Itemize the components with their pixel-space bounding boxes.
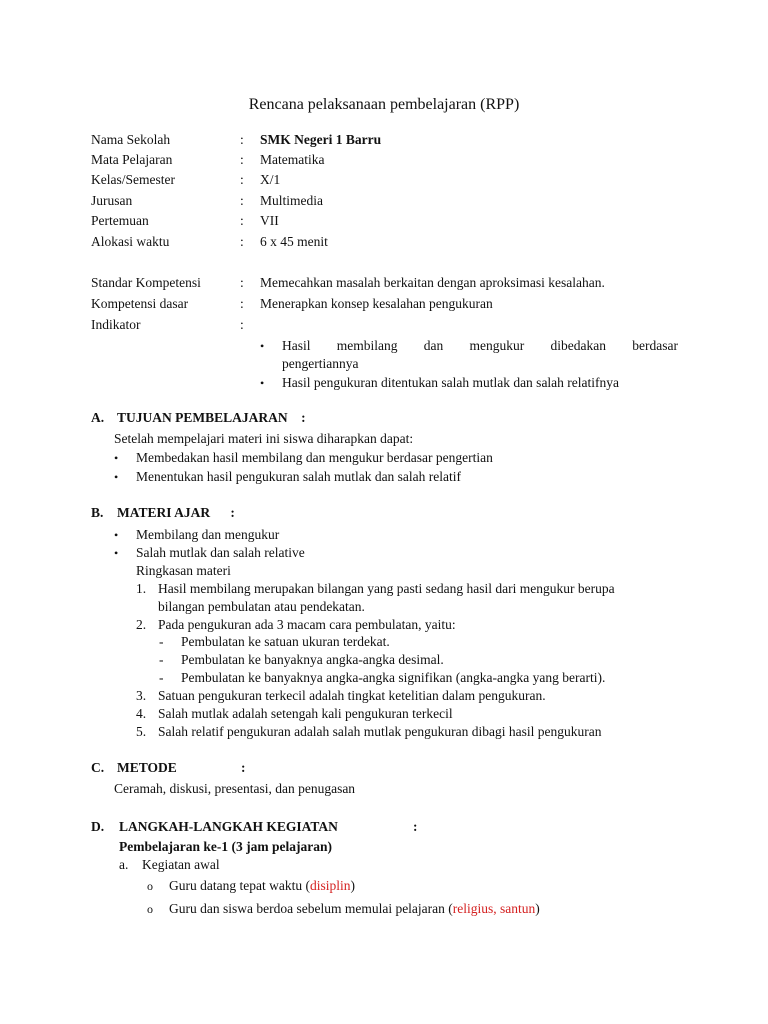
bullet-icon: • xyxy=(114,546,119,560)
value-nama-sekolah: SMK Negeri 1 Barru xyxy=(260,132,382,147)
activity-item: Guru dan siswa berdoa sebelum memulai pelajaran (religius, santun) xyxy=(169,901,540,916)
circle-bullet-icon: o xyxy=(147,879,153,893)
summary-point: Pada pengukuran ada 3 macam cara pembulatan, yaitu: xyxy=(158,617,456,632)
activity-item: Guru datang tepat waktu (disiplin) xyxy=(169,878,355,893)
dash-icon: - xyxy=(159,634,164,649)
summary-point: Salah relatif pengukuran adalah salah mutlak pengukuran dibagi hasil pengukuran xyxy=(158,724,602,739)
section-heading-colon: : xyxy=(241,760,246,775)
label-kompetensi-dasar: Kompetensi dasar xyxy=(91,296,189,311)
sub-point: Pembulatan ke satuan ukuran terdekat. xyxy=(181,634,390,649)
summary-point: Satuan pengukuran terkecil adalah tingkat ketelitian dalam pengukuran. xyxy=(158,688,546,703)
bullet-icon: • xyxy=(260,339,265,353)
character-value: disiplin xyxy=(309,878,351,893)
colon: : xyxy=(240,213,244,228)
bullet-icon: • xyxy=(114,528,119,542)
character-value: religius, santun xyxy=(452,901,536,916)
section-letter: C. xyxy=(91,760,105,775)
summary-point: Hasil membilang merupakan bilangan yang pasti sedang hasil dari mengukur berupa xyxy=(158,581,615,596)
colon: : xyxy=(240,152,244,167)
circle-bullet-icon: o xyxy=(147,902,153,916)
section-intro: Setelah mempelajari materi ini siswa diharapkan dapat: xyxy=(114,431,414,446)
section-heading: MATERI AJAR : xyxy=(117,505,235,520)
subheading: Pembelajaran ke-1 (3 jam pelajaran) xyxy=(119,839,332,854)
list-number: 4. xyxy=(136,706,147,721)
summary-title: Ringkasan materi xyxy=(136,563,231,578)
indikator-item: Hasil pengukuran ditentukan salah mutlak dan salah relatifnya xyxy=(282,375,620,390)
list-item: Membedakan hasil membilang dan mengukur berdasar pengertian xyxy=(136,450,493,465)
list-number: 3. xyxy=(136,688,147,703)
value-standar-kompetensi: Memecahkan masalah berkaitan dengan aproksimasi kesalahan. xyxy=(260,275,605,290)
value-mata-pelajaran: Matematika xyxy=(260,152,325,167)
section-letter: B. xyxy=(91,505,104,520)
bullet-icon: • xyxy=(114,451,119,465)
list-letter: a. xyxy=(119,857,129,872)
section-heading: LANGKAH-LANGKAH KEGIATAN xyxy=(119,819,338,834)
page-title: Rencana pelaksanaan pembelajaran (RPP) xyxy=(248,96,520,113)
bullet-icon: • xyxy=(114,470,119,484)
summary-point: Salah mutlak adalah setengah kali pengukuran terkecil xyxy=(158,706,453,721)
section-letter: D. xyxy=(91,819,105,834)
list-number: 1. xyxy=(136,581,147,596)
label-indikator: Indikator xyxy=(91,317,141,332)
summary-point-continuation: bilangan pembulatan atau pendekatan. xyxy=(158,599,365,614)
list-item: Salah mutlak dan salah relative xyxy=(136,545,305,560)
label-kelas-semester: Kelas/Semester xyxy=(91,172,175,187)
list-number: 2. xyxy=(136,617,147,632)
section-text: Ceramah, diskusi, presentasi, dan penugasan xyxy=(114,781,356,796)
indikator-item-continuation: pengertiannya xyxy=(282,356,359,371)
dash-icon: - xyxy=(159,652,164,667)
label-alokasi-waktu: Alokasi waktu xyxy=(91,234,170,249)
value-kompetensi-dasar: Menerapkan konsep kesalahan pengukuran xyxy=(260,296,493,311)
sub-point: Pembulatan ke banyaknya angka-angka desimal. xyxy=(181,652,444,667)
list-item: Membilang dan mengukur xyxy=(136,527,280,542)
list-item: Menentukan hasil pengukuran salah mutlak dan salah relatif xyxy=(136,469,462,484)
indikator-item: Hasil membilang dan mengukur dibedakan berdasar xyxy=(282,338,678,353)
section-heading-colon: : xyxy=(413,819,418,834)
value-pertemuan: VII xyxy=(260,213,279,228)
section-heading: METODE xyxy=(117,760,177,775)
value-kelas-semester: X/1 xyxy=(260,172,281,187)
section-letter: A. xyxy=(91,410,105,425)
colon: : xyxy=(240,296,244,311)
sub-point: Pembulatan ke banyaknya angka-angka signifikan (angka-angka yang berarti). xyxy=(181,670,606,685)
colon: : xyxy=(240,172,244,187)
bullet-icon: • xyxy=(260,376,265,390)
value-jurusan: Multimedia xyxy=(260,193,323,208)
colon: : xyxy=(240,234,244,249)
label-nama-sekolah: Nama Sekolah xyxy=(91,132,171,147)
colon: : xyxy=(240,193,244,208)
colon: : xyxy=(240,317,244,332)
activity-title: Kegiatan awal xyxy=(142,857,220,872)
dash-icon: - xyxy=(159,670,164,685)
label-standar-kompetensi: Standar Kompetensi xyxy=(91,275,201,290)
colon: : xyxy=(240,132,244,147)
colon: : xyxy=(240,275,244,290)
label-pertemuan: Pertemuan xyxy=(91,213,149,228)
label-jurusan: Jurusan xyxy=(91,193,133,208)
label-mata-pelajaran: Mata Pelajaran xyxy=(91,152,173,167)
value-alokasi-waktu: 6 x 45 menit xyxy=(260,234,328,249)
list-number: 5. xyxy=(136,724,147,739)
section-heading: TUJUAN PEMBELAJARAN : xyxy=(117,410,306,425)
